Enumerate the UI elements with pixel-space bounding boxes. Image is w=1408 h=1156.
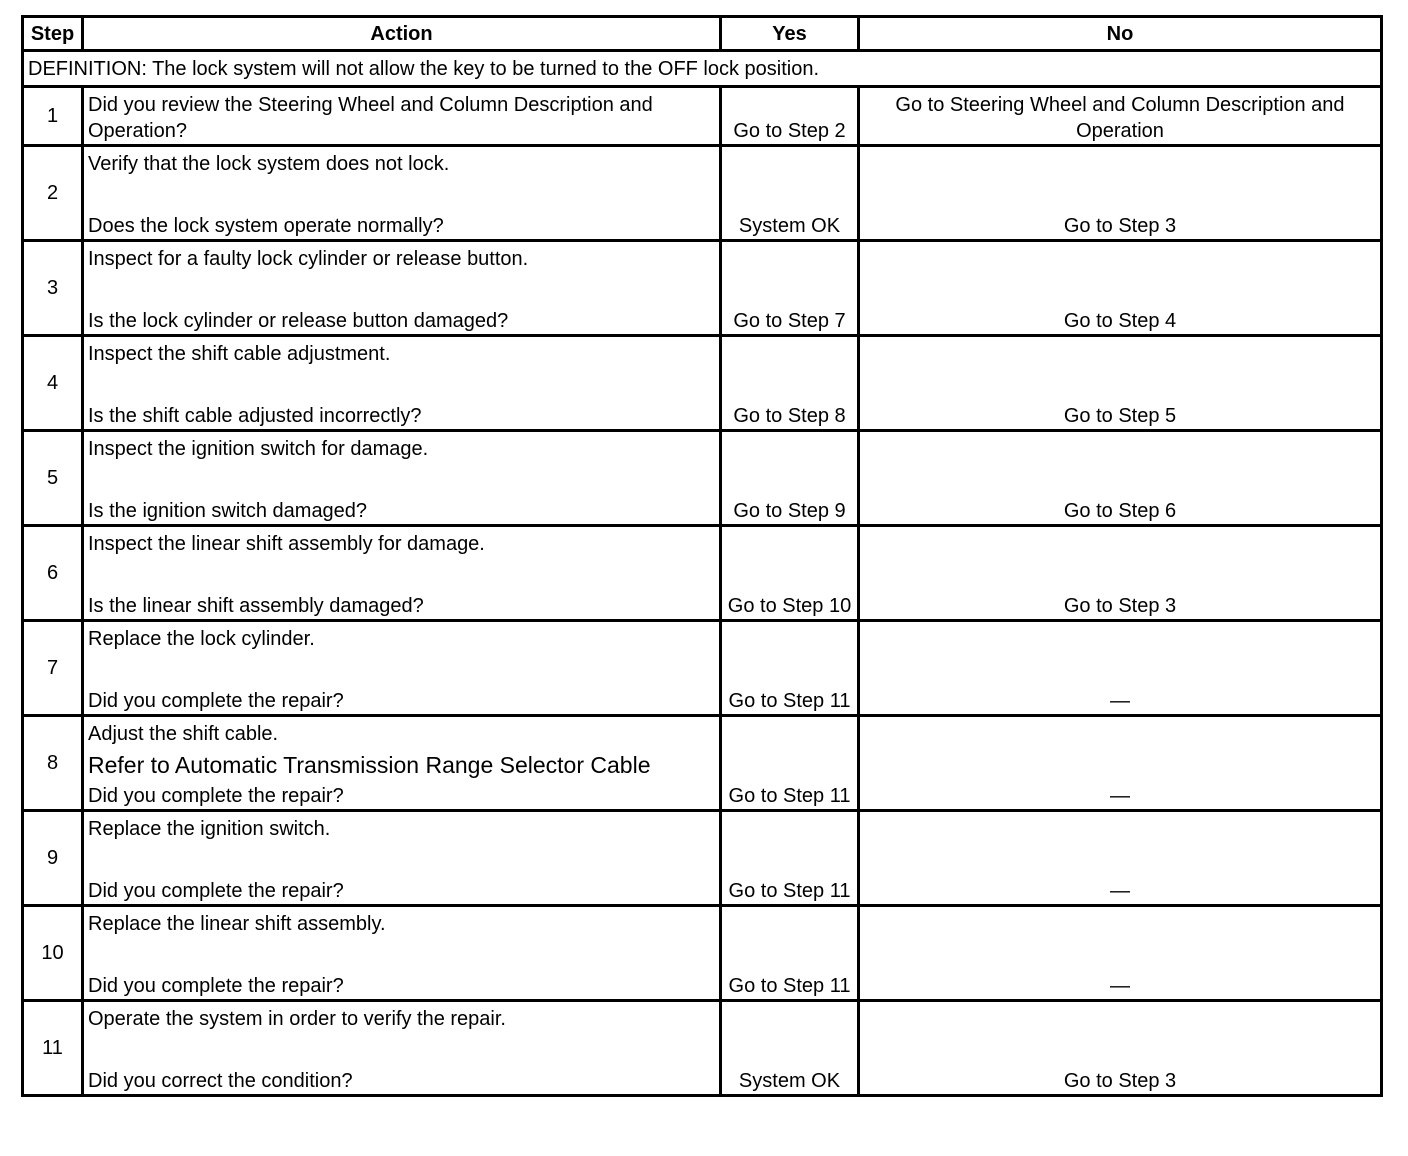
- reference-link[interactable]: Refer to Automatic Transmission Range Selector Cable: [88, 752, 651, 778]
- table-row: [23, 146, 1382, 241]
- yes-cell: Go to Step 11: [721, 716, 859, 811]
- action-cell: [83, 906, 721, 1001]
- step-number: 11: [23, 1001, 83, 1096]
- action-cell: [83, 526, 721, 621]
- definition-text: DEFINITION: The lock system will not allow the key to be turned to the OFF lock position.: [23, 51, 1382, 87]
- table-row: [23, 431, 1382, 526]
- action-cell: [83, 621, 721, 716]
- action-instruction: Verify that the lock system does not lock.: [88, 153, 450, 175]
- action-instruction: Replace the linear shift assembly.: [88, 913, 386, 935]
- action-question: Did you complete the repair?: [88, 785, 344, 807]
- action-question: Is the ignition switch damaged?: [88, 500, 368, 522]
- definition-row: [23, 51, 1382, 87]
- header-step: Step: [23, 17, 83, 51]
- no-cell: Go to Step 3: [859, 146, 1382, 241]
- step-number: 1: [23, 87, 83, 146]
- table-row: [23, 716, 1382, 811]
- table-row: [23, 1001, 1382, 1096]
- action-cell: [83, 1001, 721, 1096]
- action-question: Is the shift cable adjusted incorrectly?: [88, 405, 422, 427]
- action-question: Is the lock cylinder or release button damaged?: [88, 310, 509, 332]
- action-question: Does the lock system operate normally?: [88, 215, 444, 237]
- action-instruction: Operate the system in order to verify the repair.: [88, 1008, 506, 1030]
- no-cell: —: [859, 906, 1382, 1001]
- yes-cell: System OK: [721, 146, 859, 241]
- table-row: [23, 811, 1382, 906]
- step-number: 7: [23, 621, 83, 716]
- yes-cell: Go to Step 11: [721, 906, 859, 1001]
- yes-cell: Go to Step 9: [721, 431, 859, 526]
- action-instruction: Replace the ignition switch.: [88, 818, 331, 840]
- table-row: [23, 241, 1382, 336]
- no-cell: Go to Steering Wheel and Column Description and Operation: [859, 87, 1382, 146]
- action-instruction: Replace the lock cylinder.: [88, 628, 315, 650]
- action-cell: [83, 241, 721, 336]
- action-cell: [83, 716, 721, 811]
- header-no: No: [859, 17, 1382, 51]
- action-cell: [83, 146, 721, 241]
- step-number: 5: [23, 431, 83, 526]
- no-cell: Go to Step 3: [859, 1001, 1382, 1096]
- action-question: Did you complete the repair?: [88, 975, 344, 997]
- header-row: [23, 17, 1382, 51]
- yes-cell: Go to Step 11: [721, 811, 859, 906]
- step-number: 6: [23, 526, 83, 621]
- action-question: Did you complete the repair?: [88, 880, 344, 902]
- diagnostic-table: [21, 15, 1383, 1097]
- yes-cell: Go to Step 8: [721, 336, 859, 431]
- table-row: [23, 87, 1382, 146]
- table-row: [23, 906, 1382, 1001]
- step-number: 2: [23, 146, 83, 241]
- no-cell: Go to Step 5: [859, 336, 1382, 431]
- step-number: 8: [23, 716, 83, 811]
- table-row: [23, 336, 1382, 431]
- table-row: [23, 526, 1382, 621]
- action-cell: Did you review the Steering Wheel and Column Description and Operation?: [83, 87, 721, 146]
- table-row: [23, 621, 1382, 716]
- action-instruction: Inspect the ignition switch for damage.: [88, 438, 429, 460]
- action-question: Did you correct the condition?: [88, 1070, 353, 1092]
- action-question: Is the linear shift assembly damaged?: [88, 595, 424, 617]
- action-instruction: Inspect the shift cable adjustment.: [88, 343, 391, 365]
- action-cell: [83, 811, 721, 906]
- header-action: Action: [83, 17, 721, 51]
- action-instruction: Adjust the shift cable.: [88, 723, 279, 745]
- no-cell: Go to Step 4: [859, 241, 1382, 336]
- yes-cell: Go to Step 11: [721, 621, 859, 716]
- step-number: 10: [23, 906, 83, 1001]
- yes-cell: Go to Step 7: [721, 241, 859, 336]
- action-question: Did you complete the repair?: [88, 690, 344, 712]
- no-cell: —: [859, 621, 1382, 716]
- action-instruction: Inspect for a faulty lock cylinder or release button.: [88, 248, 529, 270]
- no-cell: —: [859, 811, 1382, 906]
- no-cell: Go to Step 6: [859, 431, 1382, 526]
- yes-cell: System OK: [721, 1001, 859, 1096]
- action-cell: [83, 431, 721, 526]
- yes-cell: Go to Step 2: [721, 87, 859, 146]
- step-number: 4: [23, 336, 83, 431]
- step-number: 9: [23, 811, 83, 906]
- no-cell: Go to Step 3: [859, 526, 1382, 621]
- no-cell: —: [859, 716, 1382, 811]
- yes-cell: Go to Step 10: [721, 526, 859, 621]
- action-cell: [83, 336, 721, 431]
- action-instruction: Inspect the linear shift assembly for damage.: [88, 533, 485, 555]
- step-number: 3: [23, 241, 83, 336]
- header-yes: Yes: [721, 17, 859, 51]
